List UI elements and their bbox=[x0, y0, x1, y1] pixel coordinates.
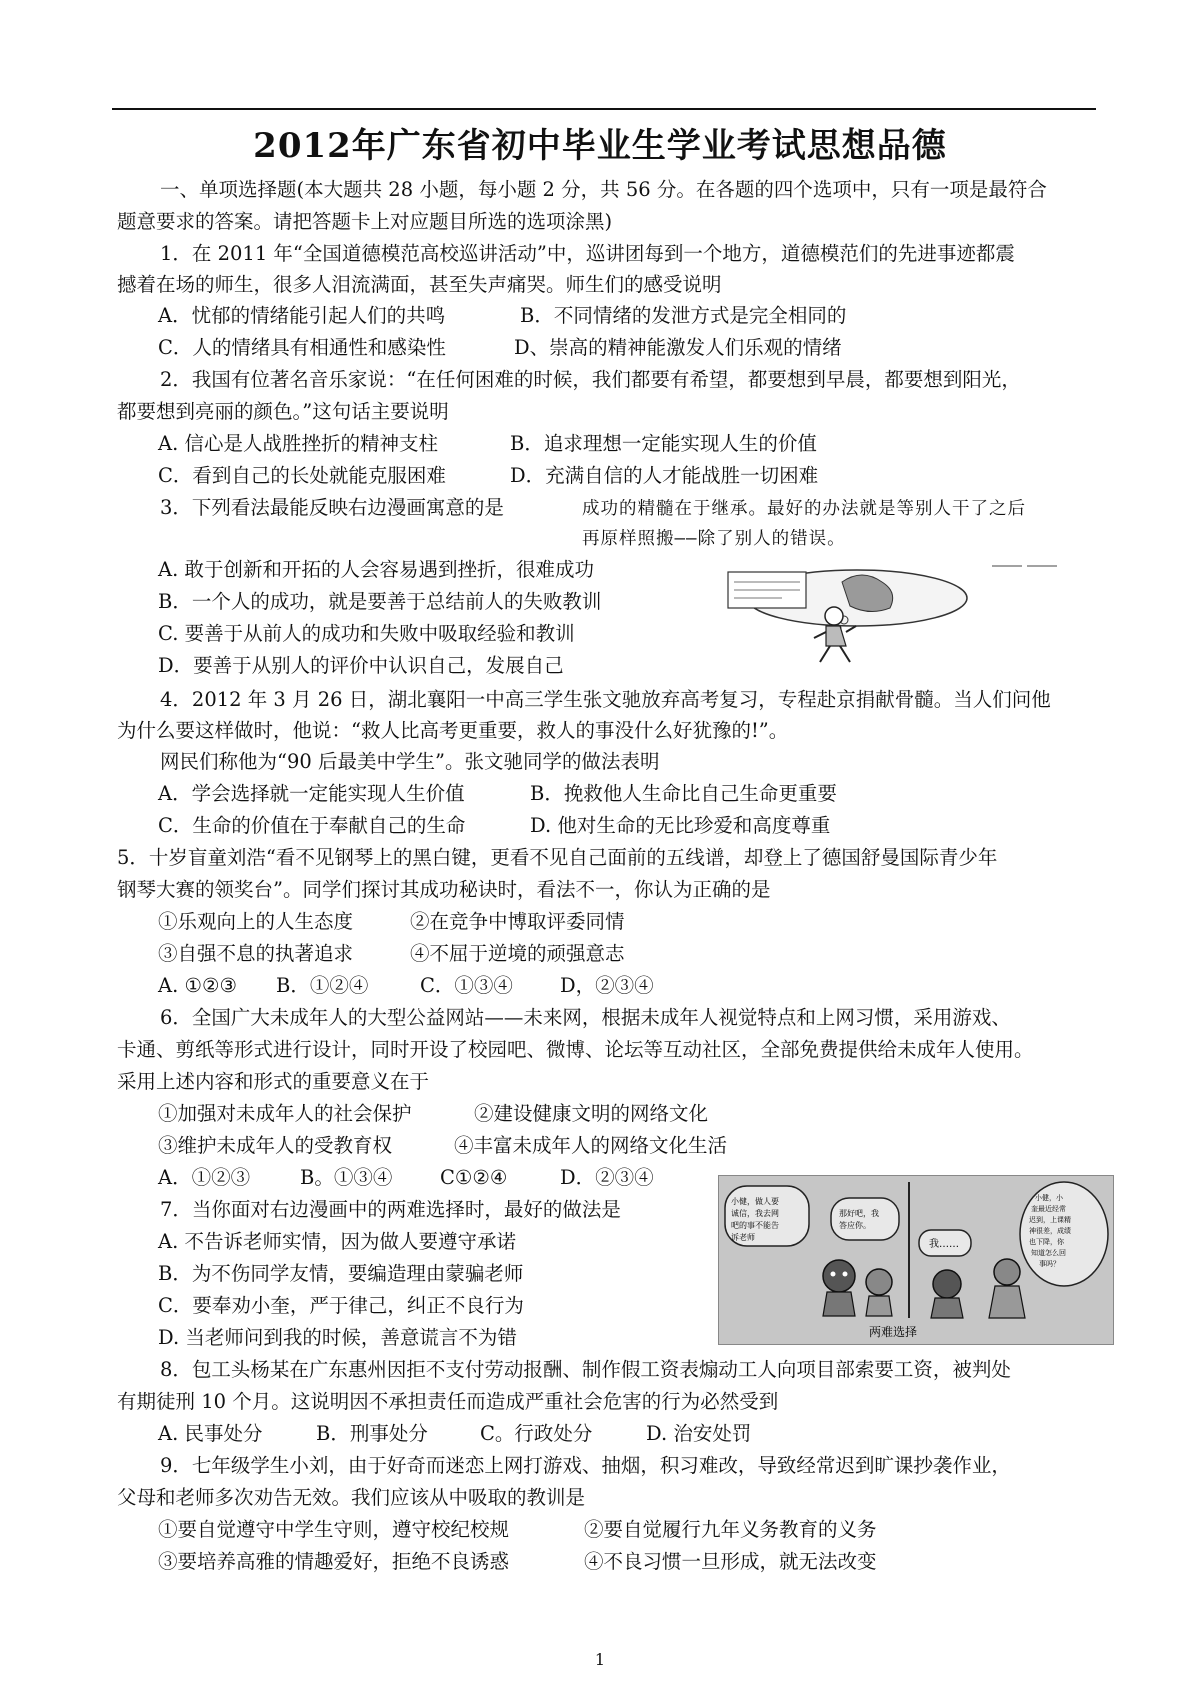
header-rule bbox=[112, 108, 1096, 110]
q2-option-a: A. 信心是人战胜挫折的精神支柱 bbox=[158, 432, 438, 455]
q8-stem: 8．包工头杨某在广东惠州因拒不支付劳动报酬、制作假工资表煽动工人向项目部索要工资，被判处 bbox=[160, 1358, 1011, 1381]
q6-statement-4: ④丰富未成年人的网络文化生活 bbox=[454, 1134, 728, 1157]
page-title: 2012年广东省初中毕业生学业考试思想品德 bbox=[253, 126, 947, 166]
q9-stem: 9．七年级学生小刘，由于好奇而迷恋上网打游戏、抽烟，积习难改，导致经常迟到旷课抄袭作业， bbox=[160, 1454, 1011, 1477]
q6-option-c: C①②④ bbox=[440, 1166, 508, 1189]
q9-statement-3: ③要培养高雅的情趣爱好，拒绝不良诱惑 bbox=[158, 1550, 510, 1573]
q3-option-b: B．一个人的成功，就是要善于总结前人的失败教训 bbox=[158, 590, 602, 613]
q9-statement-4: ④不良习惯一旦形成，就无法改变 bbox=[584, 1550, 877, 1573]
q6-stem-cont: 卡通、剪纸等形式进行设计，同时开设了校园吧、微博、论坛等互动社区，全部免费提供给未成年人使用。 bbox=[117, 1038, 1034, 1061]
q9-statement-2: ②要自觉履行九年义务教育的义务 bbox=[584, 1518, 877, 1541]
q8-option-a: A. 民事处分 bbox=[158, 1422, 263, 1445]
q6-option-d: D．②③④ bbox=[560, 1166, 654, 1189]
q1-option-c: C．人的情绪具有相通性和感染性 bbox=[158, 336, 446, 359]
q7-bubble-4: 小健，小奎最近经常迟到，上课精神很差，成绩也下降，你知道怎么回事吗？ bbox=[1029, 1194, 1071, 1268]
section-instructions-cont: 题意要求的答案。请把答题卡上对应题目所选的选项涂黑) bbox=[117, 210, 613, 233]
q7-cartoon-image bbox=[718, 1175, 1114, 1345]
q8-option-d: D. 治安处罚 bbox=[646, 1422, 752, 1445]
q6-option-a: A．①②③ bbox=[158, 1166, 251, 1189]
q3-option-c: C. 要善于从前人的成功和失败中吸取经验和教训 bbox=[158, 622, 575, 645]
q6-statement-2: ②建设健康文明的网络文化 bbox=[474, 1102, 709, 1125]
q1-option-b: B．不同情绪的发泄方式是完全相同的 bbox=[520, 304, 847, 327]
q9-stem-cont: 父母和老师多次劝告无效。我们应该从中吸取的教训是 bbox=[117, 1486, 586, 1509]
q5-statement-4: ④不屈于逆境的顽强意志 bbox=[410, 942, 625, 965]
q8-option-b: B．刑事处分 bbox=[316, 1422, 428, 1445]
q4-option-c: C．生命的价值在于奉献自己的生命 bbox=[158, 814, 466, 837]
q1-option-d: D、崇高的精神能激发人们乐观的情绪 bbox=[514, 336, 842, 359]
q3-cartoon-quote: 成功的精髓在于继承。最好的办法就是等别人干了之后 bbox=[582, 499, 1026, 519]
q4-stem: 4．2012 年 3 月 26 日，湖北襄阳一中高三学生张文驰放弃高考复习，专程赴京捐献骨髓。当人们问他 bbox=[160, 688, 1051, 711]
q6-statement-1: ①加强对未成年人的社会保护 bbox=[158, 1102, 412, 1125]
q4-option-d: D. 他对生命的无比珍爱和高度尊重 bbox=[530, 814, 831, 837]
q5-statement-3: ③自强不息的执著追求 bbox=[158, 942, 354, 965]
q7-bubble-1: 小健，做人要诚信，我去网吧的事不能告诉老师 bbox=[731, 1197, 779, 1242]
q3-cartoon-quote-cont: 再原样照搬——除了别人的错误。 bbox=[582, 529, 846, 549]
q7-option-c: C．要奉劝小奎，严于律己，纠正不良行为 bbox=[158, 1294, 524, 1317]
q7-option-b: B．为不伤同学友情，要编造理由蒙骗老师 bbox=[158, 1262, 524, 1285]
q5-stem-cont: 钢琴大赛的领奖台”。同学们探讨其成功秘诀时，看法不一，你认为正确的是 bbox=[117, 878, 771, 901]
q5-option-c: C．①③④ bbox=[420, 974, 513, 997]
q5-option-b: B．①②④ bbox=[276, 974, 369, 997]
q2-option-d: D．充满自信的人才能战胜一切困难 bbox=[510, 464, 819, 487]
q3-stem: 3．下列看法最能反映右边漫画寓意的是 bbox=[160, 496, 504, 519]
section-instructions: 一、单项选择题(本大题共 28 小题，每小题 2 分，共 56 分。在各题的四个选项中，只有一项是最符合 bbox=[160, 178, 1047, 201]
q1-stem-cont: 撼着在场的师生，很多人泪流满面，甚至失声痛哭。师生们的感受说明 bbox=[117, 273, 722, 296]
q7-cartoon-caption: 两难选择 bbox=[869, 1325, 918, 1339]
q4-option-b: B．挽救他人生命比自己生命更重要 bbox=[530, 782, 837, 805]
q1-option-a: A．忧郁的情绪能引起人们的共鸣 bbox=[158, 304, 446, 327]
q5-statement-2: ②在竞争中博取评委同情 bbox=[410, 910, 625, 933]
q7-option-d: D. 当老师问到我的时候，善意谎言不为错 bbox=[158, 1326, 517, 1349]
q2-option-b: B．追求理想一定能实现人生的价值 bbox=[510, 432, 817, 455]
q4-stem-cont: 为什么要这样做时，他说：“救人比高考更重要，救人的事没什么好犹豫的!”。 bbox=[117, 719, 789, 742]
q2-stem-cont: 都要想到亮丽的颜色。”这句话主要说明 bbox=[117, 400, 449, 423]
q4-option-a: A．学会选择就一定能实现人生价值 bbox=[158, 782, 465, 805]
q8-stem-cont: 有期徒刑 10 个月。这说明因不承担责任而造成严重社会危害的行为必然受到 bbox=[117, 1390, 779, 1413]
q9-statement-1: ①要自觉遵守中学生守则，遵守校纪校规 bbox=[158, 1518, 510, 1541]
q5-statement-1: ①乐观向上的人生态度 bbox=[158, 910, 354, 933]
q7-option-a: A. 不告诉老师实情，因为做人要遵守承诺 bbox=[158, 1230, 516, 1253]
q6-statement-3: ③维护未成年人的受教育权 bbox=[158, 1134, 393, 1157]
q3-cartoon-image bbox=[722, 562, 1062, 667]
q7-bubble-3: 我…… bbox=[929, 1239, 959, 1250]
q7-bubble-2: 那好吧，我答应你。 bbox=[839, 1209, 879, 1230]
q8-option-c: C。行政处分 bbox=[480, 1422, 593, 1445]
q1-stem: 1．在 2011 年“全国道德模范高校巡讲活动”中，巡讲团每到一个地方，道德模范们的先进事迹都震 bbox=[160, 242, 1015, 265]
q2-stem: 2．我国有位著名音乐家说：“在任何困难的时候，我们都要有希望，都要想到早晨，都要想到阳光， bbox=[160, 368, 1021, 391]
q5-option-d: D，②③④ bbox=[560, 974, 654, 997]
page-number: 1 bbox=[594, 1650, 606, 1669]
q3-option-d: D．要善于从别人的评价中认识自己，发展自己 bbox=[158, 654, 564, 677]
q6-stem-cont2: 采用上述内容和形式的重要意义在于 bbox=[117, 1070, 430, 1093]
q6-stem: 6．全国广大未成年人的大型公益网站——未来网，根据未成年人视觉特点和上网习惯，采用游戏、 bbox=[160, 1006, 1011, 1029]
q6-option-b: B。①③④ bbox=[300, 1166, 393, 1189]
q7-stem: 7．当你面对右边漫画中的两难选择时，最好的做法是 bbox=[160, 1198, 621, 1221]
q4-stem-cont2: 网民们称他为“90 后最美中学生”。张文驰同学的做法表明 bbox=[160, 750, 660, 773]
q3-option-a: A. 敢于创新和开拓的人会容易遇到挫折，很难成功 bbox=[158, 558, 594, 581]
q5-stem: 5．十岁盲童刘浩“看不见钢琴上的黑白键，更看不见自己面前的五线谱，却登上了德国舒曼国际青少年 bbox=[117, 846, 998, 869]
q2-option-c: C．看到自己的长处就能克服困难 bbox=[158, 464, 446, 487]
q5-option-a: A. ①②③ bbox=[158, 974, 237, 997]
